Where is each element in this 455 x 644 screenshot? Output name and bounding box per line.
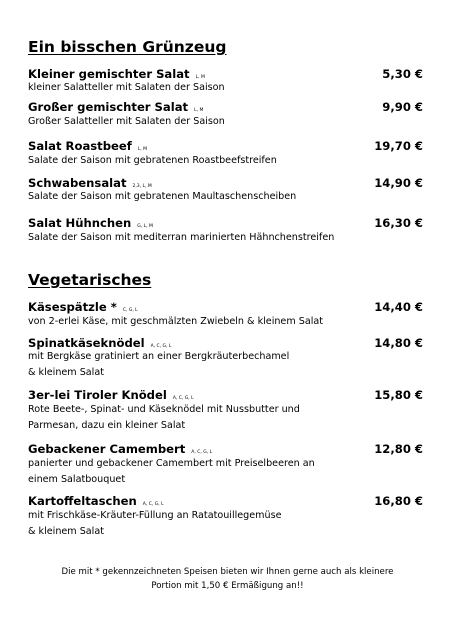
menu-item-price: 9,90 € [382, 100, 423, 114]
menu-item-price: 14,90 € [374, 176, 423, 190]
menu-item-price: 12,80 € [374, 442, 423, 456]
menu-item-description: mit Frischkäse-Kräuter-Füllung an Ratatouillegemüse & kleinem Salat [28, 510, 282, 537]
menu-item-price: 19,70 € [374, 139, 423, 153]
menu-item-price: 16,80 € [374, 494, 423, 508]
menu-item-description: Salate der Saison mit gebratenen Maultaschenscheiben [28, 191, 297, 202]
menu-item-name: Schwabensalat 2,3, L, M [28, 176, 152, 190]
menu-item-name: Kleiner gemischter Salat L, M [28, 67, 205, 81]
allergen-codes: A, C, G, L [142, 502, 164, 507]
menu-item-name: Großer gemischter Salat L, M [28, 100, 204, 114]
allergen-codes: C, G, L [122, 308, 138, 313]
allergen-codes: 2,3, L, M [132, 184, 152, 189]
menu-item-description: von 2-erlei Käse, mit geschmälzten Zwiebeln & kleinem Salat [28, 316, 324, 327]
footer-note: Die mit * gekennzeichneten Speisen bieten wir Ihnen gerne auch als kleinere Portion mit 1,50 € Ermäßigung an!! [61, 567, 394, 591]
menu-item-description: kleiner Salatteller mit Salaten der Saison [28, 82, 225, 93]
menu-item-description: Großer Salatteller mit Salaten der Saison [28, 116, 225, 127]
menu-item-name: Kartoffeltaschen A, C, G, L [28, 494, 164, 508]
section-title-salads: Ein bisschen Grünzeug [28, 38, 227, 56]
menu-item-price: 16,30 € [374, 216, 423, 230]
menu-item-price: 14,80 € [374, 336, 423, 350]
menu-item-price: 14,40 € [374, 300, 423, 314]
menu-item-name: 3er-lei Tiroler Knödel A, C, G, L [28, 388, 194, 402]
allergen-codes: A, C, G, L [172, 396, 194, 401]
menu-item-name: Salat Roastbeef L, M [28, 139, 148, 153]
allergen-codes: L, M [195, 75, 205, 80]
menu-item-description: Rote Beete-, Spinat- und Käseknödel mit Nussbutter und Parmesan, dazu ein kleiner Salat [28, 404, 300, 431]
section-title-vegetarian: Vegetarisches [28, 271, 152, 289]
menu-item-name: Gebackener Camembert A, C, G, L [28, 442, 213, 456]
allergen-codes: L, M [194, 108, 204, 113]
allergen-codes: L, M [137, 147, 148, 152]
menu-item-name: Käsespätzle * C, G, L [28, 300, 138, 314]
menu-item-price: 15,80 € [374, 388, 423, 402]
menu-item-description: Salate der Saison mit gebratenen Roastbeefstreifen [28, 155, 277, 166]
menu-item-name: Spinatkäseknödel A, C, G, L [28, 336, 172, 350]
allergen-codes: A, C, G, L [150, 344, 172, 349]
allergen-codes: A, C, G, L [191, 450, 213, 455]
menu-item-description: Salate der Saison mit mediterran marinierten Hähnchenstreifen [28, 232, 335, 243]
menu-item-description: panierter und gebackener Camembert mit Preiselbeeren an einem Salatbouquet [28, 458, 315, 485]
menu-item-price: 5,30 € [382, 67, 423, 81]
menu-item-description: mit Bergkäse gratiniert an einer Bergkräuterbechamel & kleinem Salat [28, 351, 290, 378]
menu-item-name: Salat Hühnchen G, L, M [28, 216, 153, 230]
allergen-codes: G, L, M [137, 224, 153, 229]
